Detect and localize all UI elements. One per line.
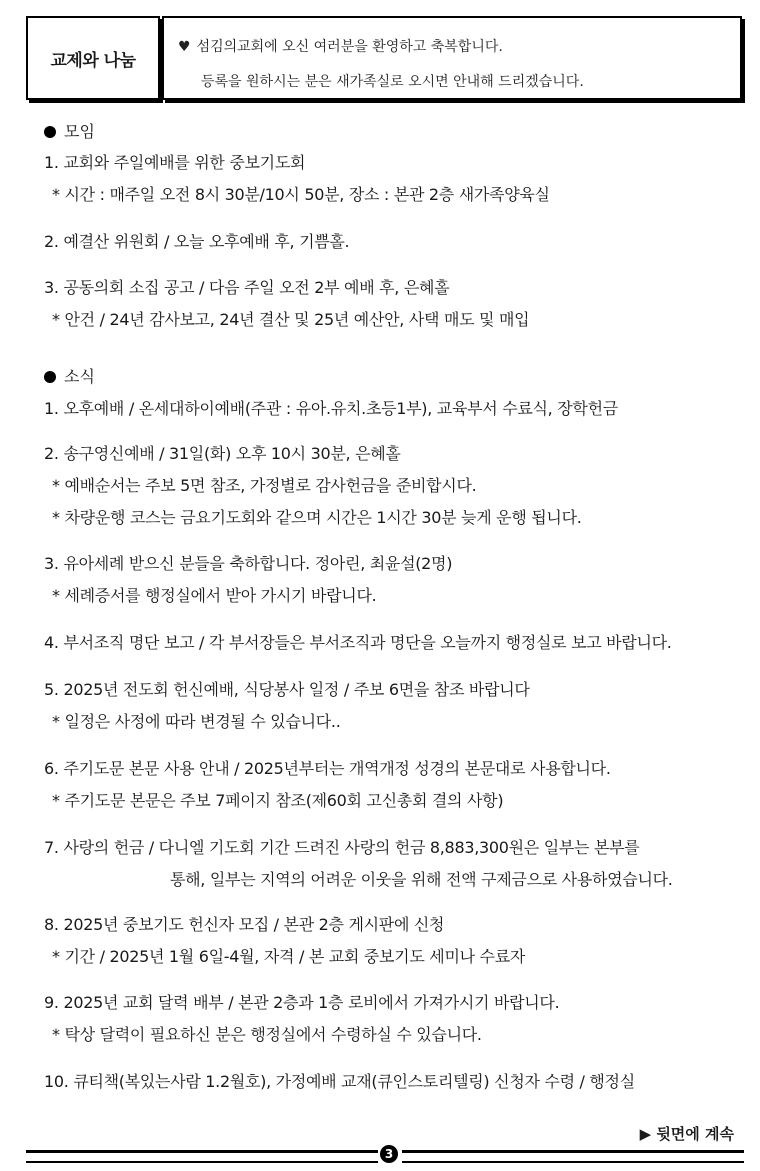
news-item: 5. 2025년 전도회 헌신예배, 식당봉사 일정 / 주보 6면을 참조 바랍니다 <box>44 680 530 699</box>
meeting-item: 2. 예결산 위원회 / 오늘 오후예배 후, 기쁨홀. <box>44 232 350 251</box>
continue-on-back-label: ▶ 뒷면에 계속 <box>639 1125 734 1143</box>
bullet-dot-icon <box>44 371 56 383</box>
news-item: 1. 오후예배 / 온세대하이예배(주관 : 유아.유치.초등1부), 교육부서 수료식, 장학헌금 <box>44 399 618 418</box>
meeting-note: * 안건 / 24년 감사보고, 24년 결산 및 25년 예산안, 사택 매도 및 매입 <box>52 310 530 329</box>
news-note: * 탁상 달력이 필요하신 분은 행정실에서 수령하실 수 있습니다. <box>52 1025 482 1044</box>
footer-rule-right <box>402 1150 744 1163</box>
news-item: 7. 사랑의 헌금 / 다니엘 기도회 기간 드려진 사랑의 헌금 8,883,300원은 일부는 본부를 <box>44 838 640 857</box>
news-note: * 일정은 사정에 따라 변경될 수 있습니다.. <box>52 712 341 731</box>
news-heading <box>44 364 95 387</box>
section-title: 교제와 나눔 <box>50 50 136 71</box>
bullet-dot-icon <box>44 126 56 138</box>
news-note: * 차량운행 코스는 금요기도회와 같으며 시간은 1시간 30분 늦게 운행 됩니다. <box>52 508 582 527</box>
page-number-badge: 3 <box>380 1145 398 1163</box>
welcome-text-1: 섬김의교회에 오신 여러분을 환영하고 축복합니다. <box>196 39 503 55</box>
meeting-item: 1. 교회와 주일예배를 위한 중보기도회 <box>44 153 306 172</box>
news-item-continued: 통해, 일부는 지역의 어려운 이웃을 위해 전액 구제금으로 사용하였습니다. <box>170 870 673 889</box>
meeting-note: * 시간 : 매주일 오전 8시 30분/10시 50분, 장소 : 본관 2층 새가족양육실 <box>52 185 550 204</box>
welcome-line-2: 등록을 원하시는 분은 새가족실로 오시면 안내해 드리겠습니다. <box>201 74 584 90</box>
news-note: * 기간 / 2025년 1월 6일-4월, 자격 / 본 교회 중보기도 세미나 수료자 <box>52 947 526 966</box>
meetings-heading <box>44 119 95 142</box>
news-heading-label: 소식 <box>64 367 95 386</box>
news-item: 9. 2025년 교회 달력 배부 / 본관 2층과 1층 로비에서 가져가시기 바랍니다. <box>44 993 560 1012</box>
news-item: 6. 주기도문 본문 사용 안내 / 2025년부터는 개역개정 성경의 본문대로 사용합니다. <box>44 759 611 778</box>
heart-icon: ♥ <box>178 39 191 55</box>
footer-rule-left <box>26 1150 378 1163</box>
news-note: * 예배순서는 주보 5면 참조, 가정별로 감사헌금을 준비합시다. <box>52 476 477 495</box>
news-item: 8. 2025년 중보기도 헌신자 모집 / 본관 2층 게시판에 신청 <box>44 915 445 934</box>
news-note: * 세례증서를 행정실에서 받아 가시기 바랍니다. <box>52 586 377 605</box>
news-item: 4. 부서조직 명단 보고 / 각 부서장들은 부서조직과 명단을 오늘까지 행정실로 보고 바랍니다. <box>44 633 672 652</box>
meetings-heading-label: 모임 <box>64 122 95 141</box>
news-item: 3. 유아세례 받으신 분들을 축하합니다. 정아린, 최윤설(2명) <box>44 554 453 573</box>
news-item: 10. 큐티책(복있는사람 1.2월호), 가정예배 교재(큐인스토리텔링) 신청자 수령 / 행정실 <box>44 1072 635 1091</box>
news-item: 2. 송구영신예배 / 31일(화) 오후 10시 30분, 은혜홀 <box>44 444 401 463</box>
meeting-item: 3. 공동의회 소집 공고 / 다음 주일 오전 2부 예배 후, 은혜홀 <box>44 278 450 297</box>
news-note: * 주기도문 본문은 주보 7페이지 참조(제60회 고신총회 결의 사항) <box>52 791 504 810</box>
